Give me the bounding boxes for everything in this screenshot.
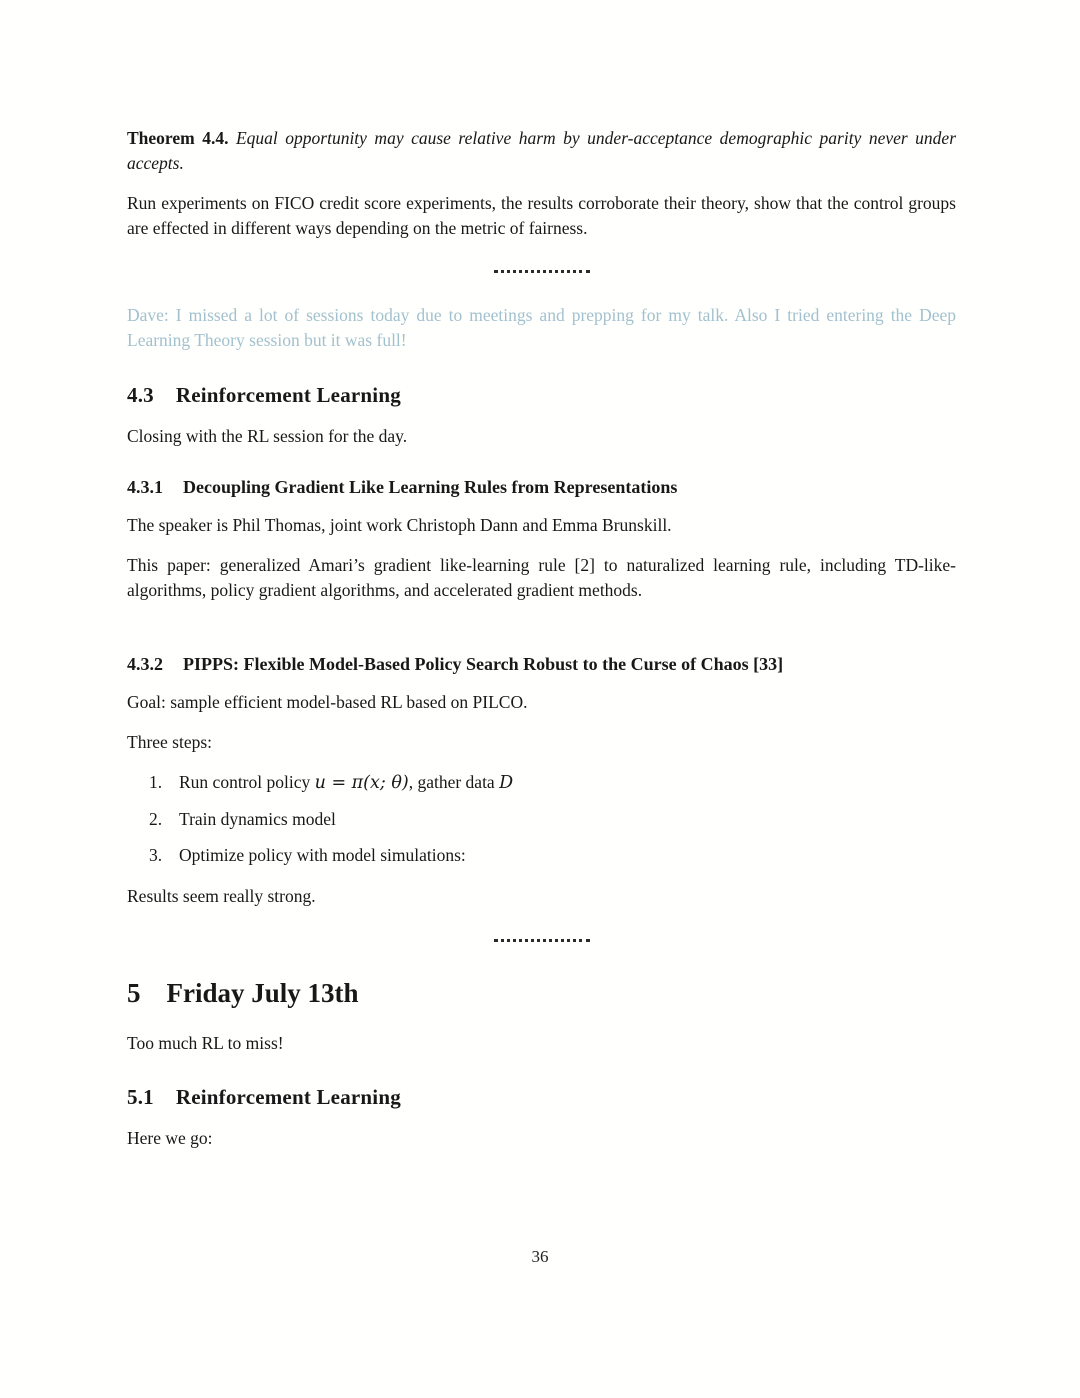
list-item-marker: 3. bbox=[149, 844, 163, 865]
theorem-body: Equal opportunity may cause relative harm by under-acceptance demographic parity never under accepts. bbox=[127, 128, 956, 173]
paragraph-fico: Run experiments on FICO credit score experiments, the results corroborate their theory, show that the control groups are effected in different ways depending on the metric of fairness. bbox=[127, 192, 956, 238]
list-item bbox=[127, 770, 956, 796]
list-item bbox=[127, 843, 956, 868]
paragraph-speaker: The speaker is Phil Thomas, joint work Christoph Dann and Emma Brunskill. bbox=[127, 514, 672, 535]
steps-list bbox=[127, 770, 956, 868]
section-number: 4.3 bbox=[127, 383, 154, 408]
paragraph-results: Results seem really strong. bbox=[127, 885, 316, 906]
theorem-label: Theorem 4.4. bbox=[127, 128, 229, 148]
section-divider bbox=[494, 939, 590, 942]
section-number: 5 bbox=[127, 977, 141, 1008]
list-item-text: Train dynamics model bbox=[179, 808, 336, 829]
section-heading-5-1 bbox=[127, 1085, 956, 1110]
list-item-text-mid: , gather data bbox=[408, 772, 500, 793]
paragraph-too-much: Too much RL to miss! bbox=[127, 1032, 284, 1053]
list-item-marker: 1. bbox=[149, 772, 163, 793]
subsection-number: 4.3.2 bbox=[127, 654, 163, 675]
list-item-text: Optimize policy with model simulations: bbox=[179, 844, 466, 865]
section-heading-5 bbox=[127, 978, 956, 1009]
section-title: Friday July 13th bbox=[166, 977, 359, 1008]
section-divider bbox=[494, 270, 590, 273]
section-title: Reinforcement Learning bbox=[175, 383, 401, 408]
list-item-marker: 2. bbox=[149, 808, 163, 829]
subsection-title: Decoupling Gradient Like Learning Rules from Representations bbox=[183, 476, 678, 497]
paragraph-dave-note: Dave: I missed a lot of sessions today due to meetings and prepping for my talk. Also I tried entering the Deep Learning Theory session but it was full! bbox=[127, 305, 956, 351]
paragraph-goal: Goal: sample efficient model-based RL based on PILCO. bbox=[127, 692, 528, 713]
page-content bbox=[127, 126, 956, 1166]
inline-math-data: D bbox=[499, 773, 514, 794]
section-title: Reinforcement Learning bbox=[175, 1085, 401, 1110]
list-item bbox=[127, 807, 956, 832]
subsection-number: 4.3.1 bbox=[127, 476, 163, 497]
theorem-paragraph bbox=[127, 126, 956, 176]
paragraph-closing-rl: Closing with the RL session for the day. bbox=[127, 426, 408, 447]
paragraph-three-steps: Three steps: bbox=[127, 732, 213, 753]
paragraph-here-we-go: Here we go: bbox=[127, 1128, 213, 1149]
list-item-text-pre: Run control policy bbox=[179, 772, 315, 793]
list-item-text bbox=[179, 770, 513, 796]
subsection-title: PIPPS: Flexible Model-Based Policy Search Robust to the Curse of Chaos [33] bbox=[183, 654, 784, 675]
subsection-heading-4-3-2 bbox=[127, 654, 956, 675]
paragraph-this-paper: This paper: generalized Amari’s gradient like-learning rule [2] to naturalized learning rule, including TD-like-algorithms, policy gradient algorithms, and accelerated gradient methods. bbox=[127, 554, 956, 600]
subsection-heading-4-3-1 bbox=[127, 477, 956, 498]
page-number: 36 bbox=[531, 1247, 549, 1266]
inline-math-policy: u = π(x; θ) bbox=[314, 773, 409, 794]
section-heading-4-3 bbox=[127, 383, 956, 408]
section-number: 5.1 bbox=[127, 1085, 154, 1110]
